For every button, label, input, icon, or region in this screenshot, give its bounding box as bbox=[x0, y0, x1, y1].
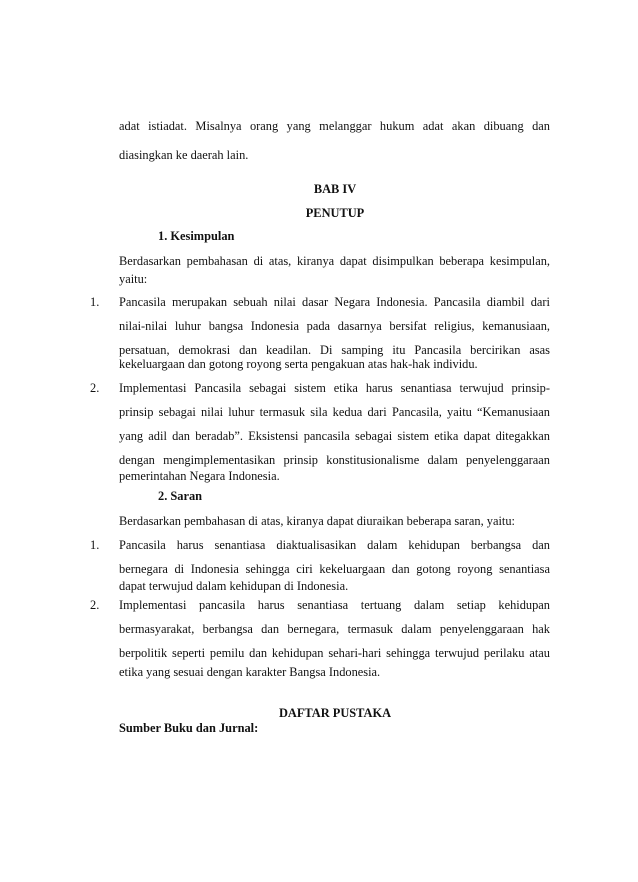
list-number: 1. bbox=[90, 538, 100, 552]
section-heading-kesimpulan: 1. Kesimpulan bbox=[158, 229, 235, 243]
list-number: 1. bbox=[90, 295, 100, 309]
section-heading-saran: 2. Saran bbox=[158, 489, 203, 503]
list-number: 2. bbox=[90, 598, 100, 612]
list-item-line: nilai-nilai luhur bangsa Indonesia pada dasarnya bersifat religius, kemanusiaan, bbox=[119, 319, 550, 333]
chapter-subtitle: PENUTUP bbox=[305, 206, 365, 220]
list-item-line: berpolitik seperti pemilu dan kehidupan sehari-hari sehingga terwujud perilaku atau bbox=[119, 646, 550, 660]
body-line: Berdasarkan pembahasan di atas, kiranya dapat disimpulkan beberapa kesimpulan, bbox=[119, 254, 550, 268]
list-item-line: Implementasi pancasila harus senantiasa tertuang dalam setiap kehidupan bbox=[119, 598, 550, 612]
list-item-line: dapat terwujud dalam kehidupan di Indonesia. bbox=[119, 579, 349, 593]
list-item-line: prinsip sebagai nilai luhur termasuk sila kedua dari Pancasila, yaitu “Kemanusiaan bbox=[119, 405, 550, 419]
list-item-line: etika yang sesuai dengan karakter Bangsa Indonesia. bbox=[119, 665, 381, 679]
list-item-line: Implementasi Pancasila sebagai sistem etika harus senantiasa terwujud prinsip- bbox=[119, 381, 550, 395]
references-subheading: Sumber Buku dan Jurnal: bbox=[119, 721, 259, 735]
list-item-line: bernegara di Indonesia sehingga ciri kekeluargaan dan gotong royong senantiasa bbox=[119, 562, 550, 576]
list-item-line: bermasyarakat, berbangsa dan bernegara, termasuk dalam penyelenggaraan hak bbox=[119, 622, 550, 636]
list-item-line: persatuan, demokrasi dan keadilan. Di samping itu Pancasila bercirikan asas bbox=[119, 343, 550, 357]
list-item-line: pemerintahan Negara Indonesia. bbox=[119, 469, 280, 483]
body-line: Berdasarkan pembahasan di atas, kiranya dapat diuraikan beberapa saran, yaitu: bbox=[119, 514, 515, 528]
body-line: diasingkan ke daerah lain. bbox=[119, 148, 249, 162]
list-item-line: dengan mengimplementasikan prinsip konstitusionalisme dalam penyelenggaraan bbox=[119, 453, 550, 467]
list-item-line: kekeluargaan dan gotong royong serta pengakuan atas hak-hak individu. bbox=[119, 357, 478, 371]
list-item-line: yang adil dan beradab”. Eksistensi pancasila sebagai sistem etika dapat ditegakkan bbox=[119, 429, 550, 443]
list-item-line: Pancasila harus senantiasa diaktualisasikan dalam kehidupan berbangsa dan bbox=[119, 538, 550, 552]
body-line: yaitu: bbox=[119, 272, 148, 286]
list-item-line: Pancasila merupakan sebuah nilai dasar Negara Indonesia. Pancasila diambil dari bbox=[119, 295, 550, 309]
body-line: adat istiadat. Misalnya orang yang melanggar hukum adat akan dibuang dan bbox=[119, 119, 550, 133]
chapter-title: BAB IV bbox=[313, 182, 357, 196]
list-number: 2. bbox=[90, 381, 100, 395]
references-title: DAFTAR PUSTAKA bbox=[278, 706, 392, 720]
